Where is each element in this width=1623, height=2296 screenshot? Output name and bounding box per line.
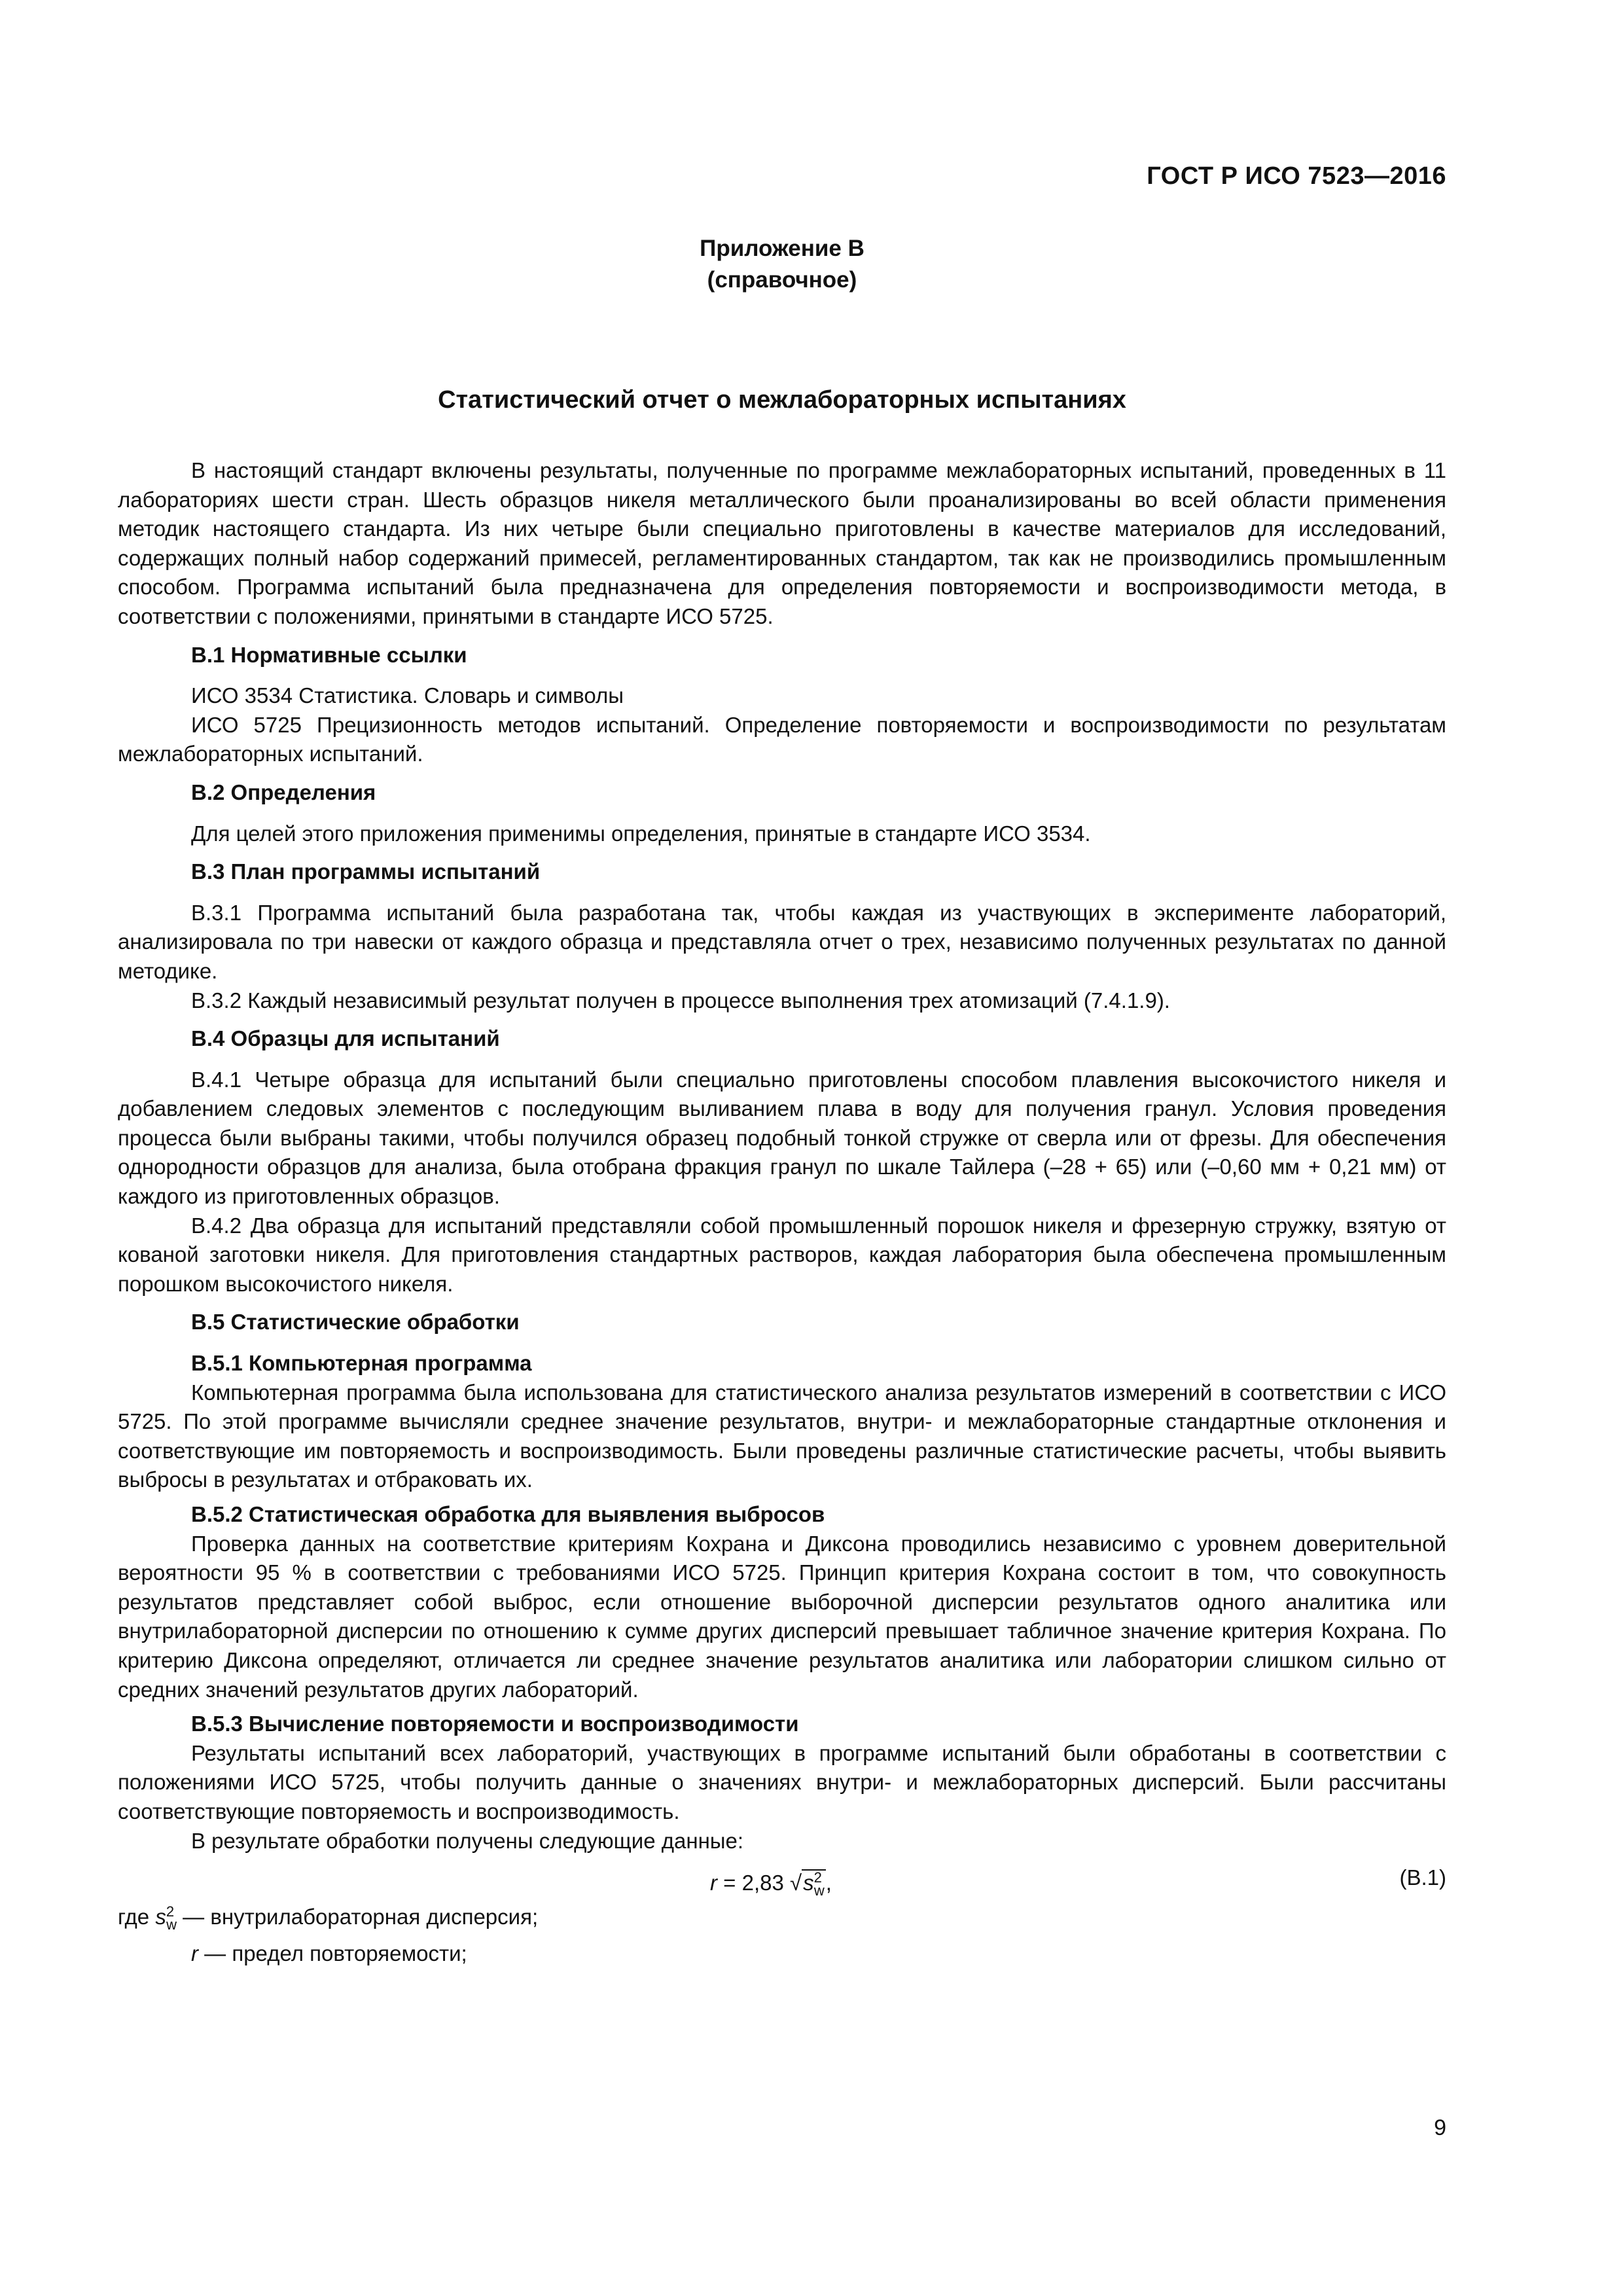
annex-type: (справочное) <box>707 267 857 293</box>
where-desc-1: — внутрилабораторная дисперсия; <box>176 1905 539 1929</box>
where-symbol-power: 2 <box>166 1903 175 1920</box>
where-prefix: где <box>118 1905 156 1929</box>
where-line-2 <box>118 1939 1446 1969</box>
reference-iso5725: ИСО 5725 Прецизионность методов испытаний. Определение повторяемости и воспроизводимости по результатам межлабораторных испытаний. <box>118 712 1446 766</box>
document-page <box>118 0 1446 2296</box>
document-id: ГОСТ Р ИСО 7523—2016 <box>1147 162 1446 190</box>
formula-eq: = 2,83 <box>717 1871 791 1895</box>
section-b5-3-result: В результате обработки получены следующие данные: <box>191 1828 744 1853</box>
formula-expression <box>710 1863 832 1905</box>
section-b1-heading: В.1 Нормативные ссылки <box>191 642 467 667</box>
section-b4-2: В.4.2 Два образца для испытаний представляли собой промышленный порошок никеля и фрезерную стружку, взятую от кованой заготовки никеля. Для приготовления стандартных растворов, каждая лаборатория была обеспечена промышленным порошком высокочистого никеля. <box>118 1213 1446 1296</box>
formula-radicand: s <box>803 1871 814 1895</box>
section-b5-heading: В.5 Статистические обработки <box>191 1310 520 1335</box>
where-desc-2: — предел повторяемости; <box>198 1941 467 1966</box>
section-b3-2: В.3.2 Каждый независимый результат получен в процессе выполнения трех атомизаций (7.4.1.9). <box>191 988 1170 1013</box>
section-b5-2-text: Проверка данных на соответствие критериям Кохрана и Диксона проводились независимо с уровнем доверительной вероятности 95 % в соответствии с требованиями ИСО 5725. Принцип критерия Кохрана состоит в том, что совокупность результатов представляет собой выброс, если отношение выборочной дисперсии результатов одного аналитика или внутрилабораторной дисперсии по отношению к сумме других дисперсий превышает табличное значение критерия Кохрана. По критерию Диксона определяют, отличается ли среднее значение результатов аналитика или лаборатории слишком сильно от средних значений результатов других лабораторий. <box>118 1531 1446 1702</box>
section-b4-heading: В.4 Образцы для испытаний <box>191 1026 500 1051</box>
where-symbol-r: r <box>191 1941 198 1966</box>
where-symbol-s: s <box>155 1905 166 1929</box>
section-b5-3-heading: В.5.3 Вычисление повторяемости и воспроизводимости <box>191 1712 799 1736</box>
page-number: 9 <box>1434 2115 1446 2140</box>
section-b2-text: Для целей этого приложения применимы определения, принятые в стандарте ИСО 3534. <box>191 821 1091 846</box>
sqrt-sign: √ <box>790 1871 802 1895</box>
section-b5-1-heading: В.5.1 Компьютерная программа <box>191 1351 532 1376</box>
section-b5-1-text: Компьютерная программа была использована для статистического анализа результатов измерений в соответствии с ИСО 5725. По этой программе вычисляли среднее значение результатов, внутри- и межлабораторные стандартные отклонения и соответствующие им повторяемость и воспроизводимость. Были проведены различные статистические расчеты, чтобы выявить выбросы в результатах и отбраковать их. <box>118 1380 1446 1492</box>
section-b5-3-text: Результаты испытаний всех лабораторий, участвующих в программе испытаний были обработаны в соответствии с положениями ИСО 5725, чтобы получить данные о значениях внутри- и межлабораторных дисперсий. Были рассчитаны соответствующие повторяемость и воспроизводимость. <box>118 1740 1446 1823</box>
section-b5-2-heading: В.5.2 Статистическая обработка для выявления выбросов <box>191 1502 825 1526</box>
formula-tail: , <box>825 1871 832 1895</box>
intro-paragraph: В настоящий стандарт включены результаты, полученные по программе межлабораторных испытаний, проведенных в 11 лабораториях шести стран. Шесть образцов никеля металлического были проанализированы во всей области применения методик настоящего стандарта. Из них четыре были специально приготовлены в качестве материалов для исследований, содержащих полный набор содержаний примесей, регламентированных стандартом, так как не производились промышленным способом. Программа испытаний была предназначена для определения повторяемости и воспроизводимости метода, в соответствии с положениями, принятыми в стандарте ИСО 5725. <box>118 458 1446 628</box>
section-b4-1: В.4.1 Четыре образца для испытаний были специально приготовлены способом плавления высокочистого никеля и добавлением следовых элементов с последующим выливанием плава в воду для получения гранул. Условия проведения процесса были выбраны такими, чтобы получился образец подобный тонкой стружке от сверла или от фрезы. Для обеспечения однородности образцов для анализа, была отобрана фракция гранул по шкале Тайлера (–28 + 65) или (–0,60 мм + 0,21 мм) от каждого из приготовленных образцов. <box>118 1067 1446 1209</box>
annex-label: Приложение В <box>700 236 865 261</box>
section-b2-heading: В.2 Определения <box>191 780 376 804</box>
sqrt-radicand <box>802 1869 826 1899</box>
formula-subscript: w <box>813 1882 825 1899</box>
formula-lhs: r <box>710 1871 717 1895</box>
document-body <box>118 456 1446 1969</box>
section-b3-1: В.3.1 Программа испытаний была разработана так, чтобы каждая из участвующих в эксперименте лабораторий, анализировала по три навески от каждого образца и представляла отчет о трех, независимо полученных результатах по данной методике. <box>118 900 1446 983</box>
where-symbol-sub: w <box>166 1916 177 1933</box>
section-b3-heading: В.3 План программы испытаний <box>191 859 541 884</box>
annex-title: Статистический отчет о межлабораторных испытаниях <box>438 386 1126 414</box>
formula-number: (В.1) <box>1399 1865 1446 1890</box>
reference-iso3534: ИСО 3534 Статистика. Словарь и символы <box>191 683 624 708</box>
formula-b1 <box>118 1858 1446 1897</box>
formula-power: 2 <box>813 1869 822 1886</box>
